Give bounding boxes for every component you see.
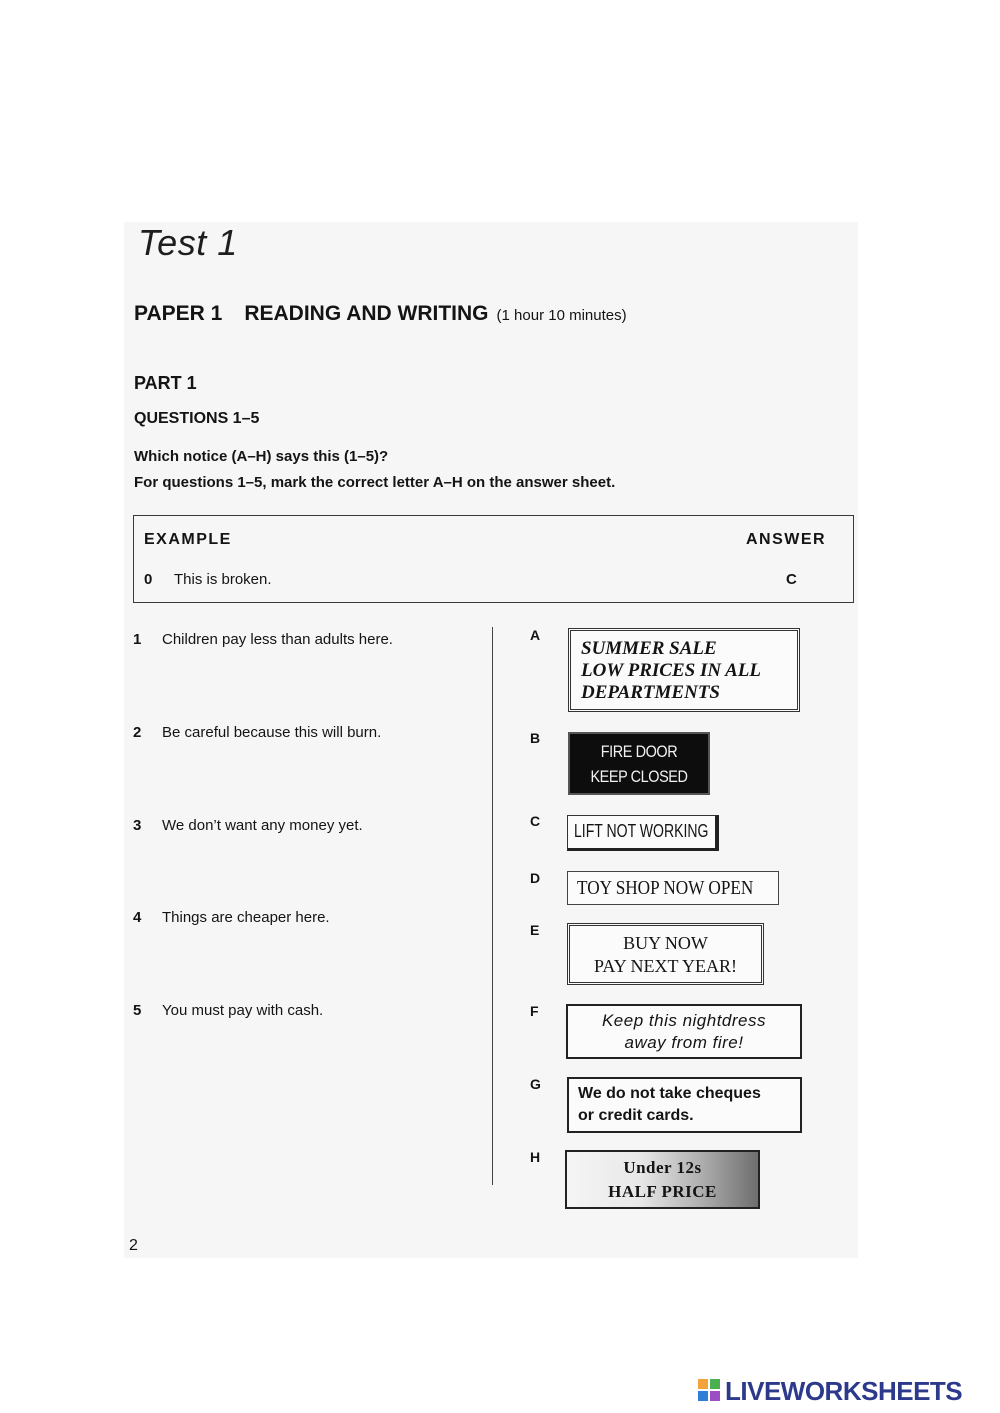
questions-heading: QUESTIONS 1–5 xyxy=(134,410,260,427)
example-number: 0 xyxy=(144,571,153,588)
question-1-text: Children pay less than adults here. xyxy=(162,631,393,648)
question-4-number: 4 xyxy=(133,909,142,926)
paper-number: PAPER 1 xyxy=(134,302,223,325)
notice-c-line: LIFT NOT WORKING xyxy=(574,821,709,841)
example-text: This is broken. xyxy=(174,571,272,588)
notice-b-letter: B xyxy=(530,730,541,746)
answer-label: ANSWER xyxy=(746,531,827,548)
notice-h-line: HALF PRICE xyxy=(608,1182,717,1201)
notice-b xyxy=(568,732,710,795)
page-number: 2 xyxy=(129,1237,138,1254)
notice-a-letter: A xyxy=(530,627,541,643)
notice-f xyxy=(566,1004,802,1059)
notice-g-line: or credit cards. xyxy=(578,1107,694,1124)
notice-e-line: BUY NOW xyxy=(623,933,708,953)
question-5-text: You must pay with cash. xyxy=(162,1002,324,1019)
question-3-text: We don’t want any money yet. xyxy=(162,817,363,834)
part-heading: PART 1 xyxy=(134,373,197,393)
notice-g-letter: G xyxy=(530,1076,541,1092)
notice-c-letter: C xyxy=(530,813,541,829)
notice-d-line: TOY SHOP NOW OPEN xyxy=(577,877,754,899)
question-2-number: 2 xyxy=(133,724,142,741)
liveworksheets-logo-icon xyxy=(698,1379,722,1403)
question-4-text: Things are cheaper here. xyxy=(162,909,330,926)
notice-e-letter: E xyxy=(530,922,540,938)
notice-h-line: Under 12s xyxy=(623,1158,702,1177)
notice-c xyxy=(567,815,719,851)
column-divider xyxy=(492,627,493,1185)
notice-f-letter: F xyxy=(530,1003,539,1019)
instruction-line-1: Which notice (A–H) says this (1–5)? xyxy=(134,448,389,465)
paper-heading xyxy=(134,302,627,326)
question-3-number: 3 xyxy=(133,817,142,834)
notice-f-line: Keep this nightdress xyxy=(601,1011,767,1030)
notice-e xyxy=(567,923,764,985)
notice-b-line: KEEP CLOSED xyxy=(590,767,688,786)
notice-h-letter: H xyxy=(530,1149,541,1165)
notice-d xyxy=(567,871,779,905)
paper-name: READING AND WRITING xyxy=(244,302,489,325)
notice-a-line: DEPARTMENTS xyxy=(581,682,721,703)
notice-d-letter: D xyxy=(530,870,541,886)
question-2-text: Be careful because this will burn. xyxy=(162,724,382,741)
test-title: Test 1 xyxy=(138,222,238,263)
example-label: EXAMPLE xyxy=(144,531,232,548)
example-box xyxy=(133,515,854,603)
notice-h xyxy=(565,1150,760,1209)
notice-b-line: FIRE DOOR xyxy=(600,742,678,761)
notice-f-line: away from fire! xyxy=(624,1033,744,1052)
notice-g xyxy=(567,1077,802,1133)
liveworksheets-wordmark: LIVEWORKSHEETS xyxy=(725,1376,963,1406)
instruction-line-2: For questions 1–5, mark the correct letter A–H on the answer sheet. xyxy=(134,474,616,491)
notice-a-line: SUMMER SALE xyxy=(581,638,717,659)
example-answer: C xyxy=(786,571,797,588)
notice-a-line: LOW PRICES IN ALL xyxy=(581,660,762,681)
paper-duration: (1 hour 10 minutes) xyxy=(496,307,627,324)
notice-g-line: We do not take cheques xyxy=(578,1085,761,1102)
notice-e-line: PAY NEXT YEAR! xyxy=(593,956,738,976)
notice-a xyxy=(568,628,800,712)
question-1-number: 1 xyxy=(133,631,142,648)
question-5-number: 5 xyxy=(133,1002,142,1019)
